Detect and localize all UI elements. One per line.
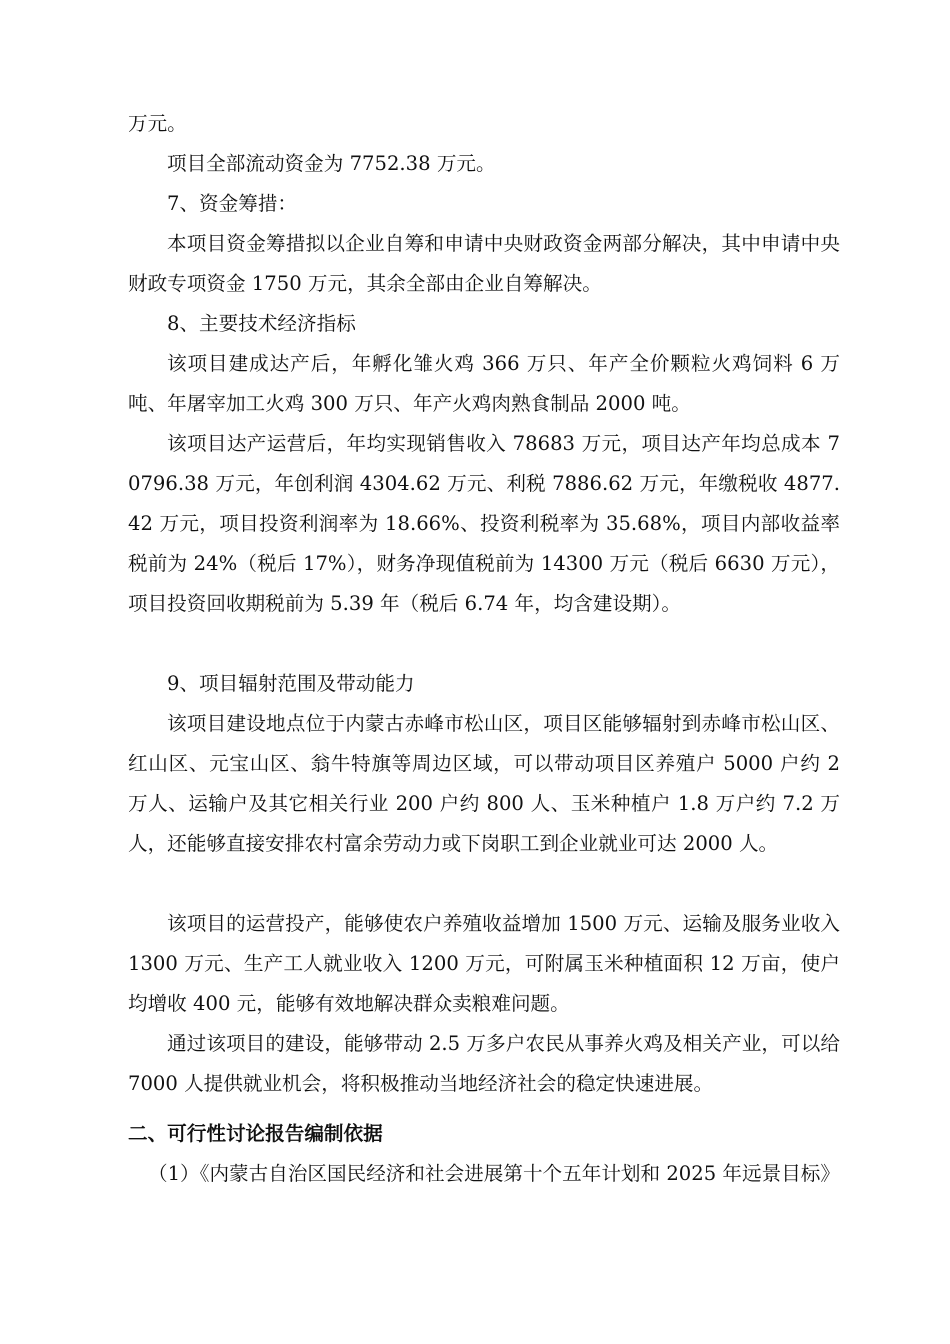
- paragraph-text: 通过该项目的建设，能够带动 2.5 万多户农民从事养火鸡及相关产业，可以给 7000 人提供就业机会，将积极推动当地经济社会的稳定快速进展。: [128, 1032, 840, 1095]
- paragraph-continuation: [128, 104, 840, 144]
- paragraph-text: 该项目达产运营后，年均实现销售收入 78683 万元，项目达产年均总成本 70796.38 万元，年创利润 4304.62 万元、利税 7886.62 万元，年缴税收 4877.42 万元，项目投资利润率为 18.66%、投资利税率为 35.68%，项目内部收益率税前为 24%（税后 17%），财务净现值税前为 14300 万元（税后 6630 万元），项目投资回收期税前为 5.39 年（税后 6.74 年，均含建设期）。: [128, 432, 840, 615]
- paragraph-text: 本项目资金筹措拟以企业自筹和申请中央财政资金两部分解决，其中申请中央财政专项资金 1750 万元，其余全部由企业自筹解决。: [128, 232, 840, 295]
- paragraph-income: [128, 904, 840, 1024]
- section-heading-8: [128, 304, 840, 344]
- section-heading-9: [128, 664, 840, 704]
- paragraph-production: [128, 344, 840, 424]
- paragraph-text: （1）《内蒙古自治区国民经济和社会进展第十个五年计划和 2025 年远景目标》: [148, 1162, 840, 1185]
- paragraph-text: 8、主要技术经济指标: [167, 312, 356, 335]
- paragraph-employment: [128, 1024, 840, 1104]
- paragraph-radiation-range: [128, 704, 840, 864]
- paragraph-text: 该项目建成达产后，年孵化雏火鸡 366 万只、年产全价颗粒火鸡饲料 6 万吨、年屠宰加工火鸡 300 万只、年产火鸡肉熟食制品 2000 吨。: [128, 352, 840, 415]
- paragraph-funding: [128, 224, 840, 304]
- paragraph-text: 7、资金筹措：: [167, 192, 298, 215]
- heading-text: 二、可行性讨论报告编制依据: [128, 1122, 383, 1145]
- section-heading-7: [128, 184, 840, 224]
- paragraph-text: 该项目的运营投产，能够使农户养殖收益增加 1500 万元、运输及服务业收入 1300 万元、生产工人就业收入 1200 万元，可附属玉米种植面积 12 万亩，使户均增收 400 元，能够有效地解决群众卖粮难问题。: [128, 912, 840, 1015]
- paragraph-basis-1: [128, 1154, 840, 1194]
- paragraph-text: 该项目建设地点位于内蒙古赤峰市松山区，项目区能够辐射到赤峰市松山区、红山区、元宝山区、翁牛特旗等周边区域，可以带动项目区养殖户 5000 户约 2 万人、运输户及其它相关行业 200 户约 800 人、玉米种植户 1.8 万户约 7.2 万人，还能够直接安排农村富余劳动力或下岗职工到企业就业可达 2000 人。: [128, 712, 840, 855]
- paragraph-text: 项目全部流动资金为 7752.38 万元。: [167, 152, 496, 175]
- paragraph-liquid-capital: [128, 144, 840, 184]
- section-heading-2: [128, 1114, 840, 1154]
- paragraph-text: 万元。: [128, 112, 187, 135]
- paragraph-text: 9、项目辐射范围及带动能力: [167, 672, 415, 695]
- paragraph-financials: [128, 424, 840, 624]
